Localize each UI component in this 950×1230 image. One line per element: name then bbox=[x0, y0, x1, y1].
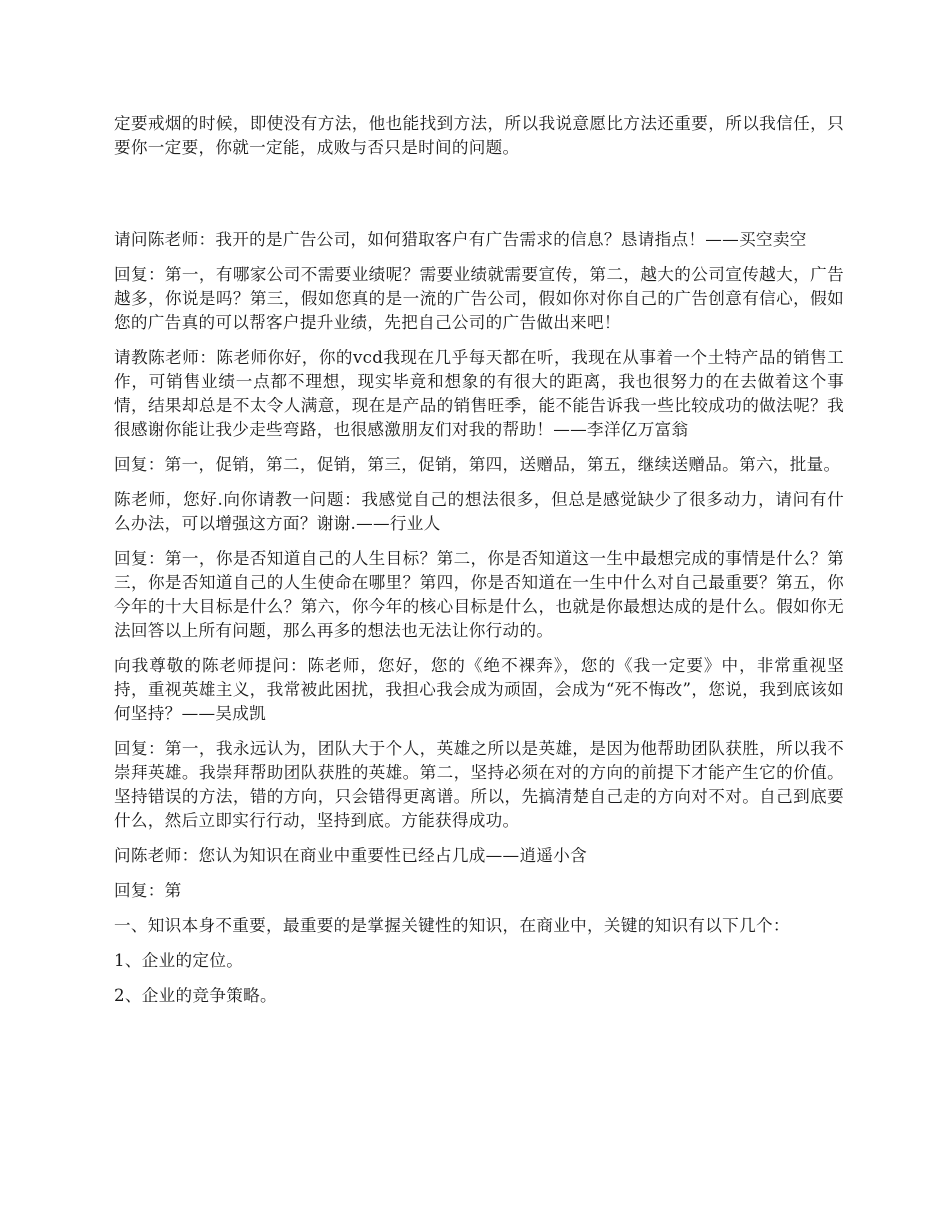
paragraph-9: 回复：第一，我永远认为，团队大于个人，英雄之所以是英雄，是因为他帮助团队获胜，所以我不崇拜英雄。我崇拜帮助团队获胜的英雄。第二，坚持必须在对的方向的前提下才能产生它的价值。坚持错误的方法，错的方向，只会错得更离谱。所以，先搞清楚自己走的方向对不对。自己到底要什么，然后立即实行行动，坚持到底。方能获得成功。 bbox=[114, 739, 844, 830]
paragraph-6: 陈老师，您好.向你请教一问题：我感觉自己的想法很多，但总是感觉缺少了很多动力，请问有什么办法，可以增强这方面？谢谢.——行业人 bbox=[114, 490, 844, 533]
document-body bbox=[114, 112, 844, 1019]
paragraph-12: 一、知识本身不重要，最重要的是掌握关键性的知识，在商业中，关键的知识有以下几个： bbox=[114, 916, 790, 935]
paragraph-11: 回复：第 bbox=[114, 881, 182, 900]
paragraph-1: 定要戒烟的时候，即使没有方法，他也能找到方法，所以我说意愿比方法还重要，所以我信任，只要你一定要，你就一定能，成败与否只是时间的问题。 bbox=[114, 114, 844, 157]
paragraph-2: 请问陈老师：我开的是广告公司，如何猎取客户有广告需求的信息？恳请指点！——买空卖空 bbox=[114, 230, 807, 249]
paragraph-7: 回复：第一，你是否知道自己的人生目标？第二，你是否知道这一生中最想完成的事情是什么？第三，你是否知道自己的人生使命在哪里？第四，你是否知道在一生中什么对自己最重要？第五，你今年的十大目标是什么？第六，你今年的核心目标是什么，也就是你最想达成的是什么。假如你无法回答以上所有问题，那么再多的想法也无法让你行动的。 bbox=[114, 549, 844, 640]
paragraph-5: 回复：第一，促销，第二，促销，第三，促销，第四，送赠品，第五，继续送赠品。第六，批量。 bbox=[114, 455, 841, 474]
paragraph-10: 问陈老师：您认为知识在商业中重要性已经占几成——逍遥小含 bbox=[114, 846, 588, 865]
paragraph-13: 1、企业的定位。 bbox=[114, 951, 244, 970]
paragraph-14: 2、企业的竞争策略。 bbox=[114, 986, 277, 1005]
paragraph-8: 向我尊敬的陈老师提问：陈老师，您好，您的《绝不裸奔》，您的《我一定要》中，非常重视坚持，重视英雄主义，我常被此困扰，我担心我会成为顽固，会成为“死不悔改”，您说，我到底该如何坚持？——吴成凯 bbox=[114, 656, 844, 723]
paragraph-4: 请教陈老师：陈老师你好，你的vcd我现在几乎每天都在听，我现在从事着一个土特产品的销售工作，可销售业绩一点都不理想，现实毕竟和想象的有很大的距离，我也很努力的在去做着这个事情，结果却总是不太令人满意，现在是产品的销售旺季，能不能告诉我一些比较成功的做法呢？我很感谢你能让我少走些弯路，也很感激朋友们对我的帮助！——李洋亿万富翁 bbox=[114, 348, 844, 439]
paragraph-3: 回复：第一，有哪家公司不需要业绩呢？需要业绩就需要宣传，第二，越大的公司宣传越大，广告越多，你说是吗？第三，假如您真的是一流的广告公司，假如你对你自己的广告创意有信心，假如您的广告真的可以帮客户提升业绩，先把自己公司的广告做出来吧！ bbox=[114, 265, 844, 332]
